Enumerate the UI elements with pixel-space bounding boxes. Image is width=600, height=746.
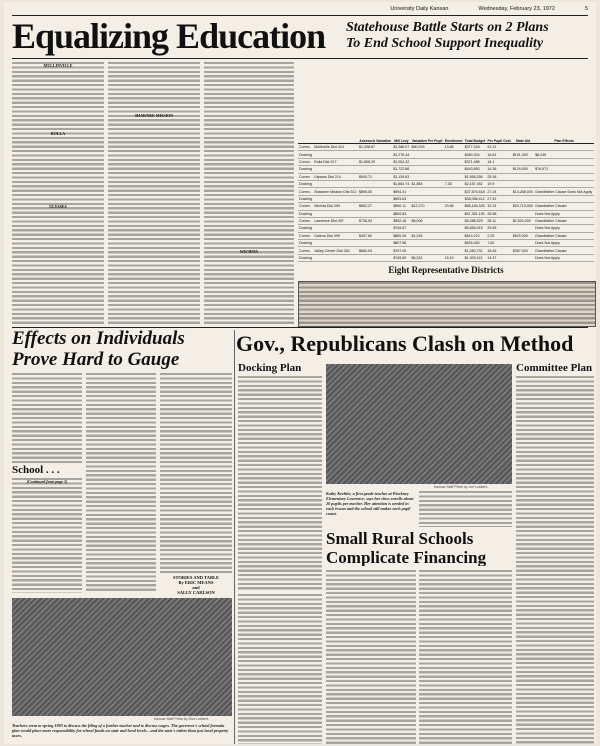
table-cell-district — [313, 210, 358, 217]
table-row — [298, 195, 594, 202]
table-cell-enr — [444, 210, 464, 217]
rural-headline-2: Complicate Financing — [326, 549, 487, 566]
docking-plan-headline: Docking Plan — [238, 363, 302, 374]
subhead-wichita: WICHITA — [239, 249, 259, 254]
table-cell-bud: $614,210 — [464, 232, 487, 239]
table-cell-type: Docking — [299, 226, 312, 231]
table-cell-val: $662,27 — [358, 203, 392, 210]
table-cell-val — [358, 195, 392, 202]
table-cell-district: Lawrence Dist 497 — [313, 217, 358, 224]
table-cell-enr — [444, 166, 464, 173]
table-row — [298, 180, 594, 187]
table-cell-val — [358, 240, 392, 247]
teachers-photo-caption: Teachers seem to spring 1983 to discuss the filing of a further teacher and to discuss wages. The governor's school formula plan would place more responsibility for school funds on state and local levels—and the state's rather than just local property taxes. — [12, 723, 229, 738]
table-row — [298, 203, 594, 210]
table-col-header: Plan Effects — [534, 113, 594, 144]
table-cell-eff: Does Not Apply — [534, 225, 594, 232]
table-cell-levy: $1,278.44 — [393, 152, 410, 157]
table-cell-val: $660,04 — [358, 247, 392, 254]
byline — [160, 575, 232, 595]
table-cell-eff — [534, 158, 594, 165]
gov-headline: Gov., Republicans Clash on Method — [236, 333, 574, 355]
table-cell-ppc: 16.81 — [486, 151, 511, 158]
table-cell-levy: $960.11 — [392, 203, 410, 210]
table-cell-district — [313, 240, 358, 247]
table-cell-val: $896,05 — [358, 188, 392, 195]
table-cell-eff: Grandfather Clause Does Not Apply — [535, 189, 593, 194]
table-cell-levy: $1,054.32 — [393, 159, 410, 164]
table-cell-aid — [512, 240, 534, 247]
table-row — [298, 217, 594, 224]
table-cell-aid — [512, 254, 534, 261]
effects-column-3 — [160, 373, 232, 573]
table-col-header: State Aid — [512, 113, 534, 144]
table-cell-bud: $2,187,452 — [464, 180, 487, 187]
table-cell-vpp: $1,884 — [411, 180, 444, 187]
table-cell-district — [313, 225, 358, 232]
table-cell-aid: $14,268,000 — [512, 189, 533, 194]
table-cell-ppc: 29.85 — [486, 225, 511, 232]
table-cell-type: Docking — [299, 196, 312, 201]
table-cell-bud: $1,309,113 — [464, 254, 487, 261]
table-cell-vpp: $6,331 — [411, 254, 444, 261]
school-headline: School . . . — [12, 465, 60, 476]
table-cell-ppc: 32.24 — [486, 203, 511, 210]
table-cell-eff: $8,245 — [534, 151, 594, 158]
story-column-1 — [12, 62, 104, 324]
table-cell-eff: Does Not Apply — [534, 210, 594, 217]
table-cell-vpp: $12,270 — [411, 203, 444, 210]
table-cell-aid — [512, 225, 534, 232]
table-row — [298, 232, 594, 239]
table-cell-aid — [512, 158, 534, 165]
table-cell-vpp: $90,093 — [411, 144, 444, 151]
table-cell-type: Comm. — [298, 247, 313, 254]
table-cell-val — [358, 254, 392, 261]
table-cell-enr — [444, 225, 464, 232]
table-col-header: Total Budget — [464, 113, 487, 144]
table-cell-enr: 20.86 — [444, 203, 464, 210]
table-cell-district: Shawnee Mission Dist 512 — [314, 189, 357, 194]
table-cell-district: Ulysses Dist 214 — [313, 173, 358, 180]
table-cell-type: Comm. — [298, 203, 313, 210]
table-cell-eff: Grandfather Clause — [534, 203, 594, 210]
rural-column-1 — [238, 594, 322, 744]
table-cell-eff: $76,571 — [534, 166, 594, 173]
table-cell-levy: $993.64 — [392, 195, 410, 202]
table-cell-enr — [444, 158, 464, 165]
table-cell-type: Docking — [299, 241, 312, 246]
table-cell-bud: $443,893 — [464, 166, 487, 173]
table-cell-type: Docking — [299, 182, 312, 187]
table-row — [298, 225, 594, 232]
table-cell-type: Comm. — [298, 188, 313, 195]
table-cell-bud: $67,351,190 — [464, 211, 485, 216]
table-col-header — [298, 113, 313, 144]
table-cell-ppc: 19.9 — [486, 180, 511, 187]
table-cell-aid: $101,000 — [512, 151, 534, 158]
deck-line-1: Statehouse Battle Starts on 2 Plans — [346, 20, 549, 35]
table-cell-val: $497,60 — [358, 232, 392, 239]
table-col-header: Valuation Per Pupil — [411, 113, 444, 144]
table-cell-levy: $745.65 — [392, 254, 410, 261]
table-header-row — [298, 113, 594, 144]
table-cell-ppc: 25.18 — [486, 173, 511, 180]
table-cell-district — [313, 195, 358, 202]
table-cell-bud: $1,958,256 — [464, 173, 487, 180]
table-cell-levy: $994.31 — [392, 188, 410, 195]
table-cell-type: Comm. — [298, 158, 313, 165]
classroom-photo-caption: Kathy Keehler, a first grade teacher at Pinckney Elementary Lawrence, says her class enrolls about 20 pupils per teacher. Her attention is needed in each lesson and the school still makes each pupil count. — [326, 491, 414, 516]
table-col-header: Per Pupil Cost — [486, 113, 511, 144]
effects-column-1 — [12, 373, 82, 463]
paper-name: University Daily Kansan — [390, 6, 449, 12]
table-cell-val: $1,308,67 — [358, 144, 392, 151]
table-cell-ppc: 26.98 — [486, 210, 511, 217]
effects-column-2 — [86, 373, 156, 593]
table-cell-ppc: 28.11 — [486, 217, 511, 224]
table-cell-district: Mullinville Dist 424 — [313, 144, 358, 151]
table-cell-aid — [512, 173, 534, 180]
table-cell-aid: $520,000 — [512, 232, 534, 239]
table-cell-ppc: 14.36 — [486, 166, 511, 173]
table-cell-eff: Grandfather Clause — [534, 247, 594, 254]
table-cell-levy: $745.67 — [392, 225, 410, 232]
table-cell-type: Docking — [299, 152, 312, 157]
table-cell-val — [358, 210, 392, 217]
teachers-photo-credit: Kansan Staff Photo by Dick Lubbers — [154, 717, 209, 721]
table-cell-enr — [444, 188, 464, 195]
table-cell-eff: Does Not Apply — [534, 240, 594, 247]
column-divider — [234, 330, 235, 744]
table-cell-aid — [512, 195, 534, 202]
table-cell-vpp — [411, 158, 444, 165]
committee-plan-headline: Committee Plan — [516, 363, 593, 374]
table-cell-ppc: 14.37 — [486, 254, 511, 261]
table-cell-levy: $1,684.74 — [393, 182, 410, 187]
gov-column-2 — [419, 491, 512, 527]
table-cell-val — [358, 180, 392, 187]
byline-line-2: By ERIC MEANS — [178, 580, 214, 585]
table-cell-district — [313, 166, 358, 173]
table-col-header: Enrollment — [444, 113, 464, 144]
table-cell-ppc: 2.25 — [486, 232, 511, 239]
table-col-header: Mill Levy — [392, 113, 410, 144]
main-headline: Equalizing Education — [12, 16, 326, 56]
headline-deck — [346, 20, 591, 52]
table-cell-bud: $38,056,412 — [464, 196, 485, 201]
table-cell-eff — [534, 144, 594, 151]
table-cell-bud: $460,334 — [464, 151, 487, 158]
table-cell-val — [358, 225, 392, 232]
table-cell-vpp — [411, 166, 444, 173]
table-cell-enr — [444, 195, 464, 202]
table-cell-enr: 13.86 — [444, 144, 464, 151]
table-cell-bud: $6,658,015 — [464, 225, 487, 232]
rural-column-3 — [419, 570, 512, 744]
classroom-photo — [326, 364, 512, 484]
table-row — [298, 210, 594, 217]
table-cell-vpp — [411, 225, 444, 232]
table-cell-enr — [444, 240, 464, 247]
districts-text-box — [298, 281, 596, 327]
teachers-photo — [12, 598, 232, 716]
table-cell-aid: $20,710,000 — [512, 204, 533, 209]
table-cell-type: Docking — [299, 256, 312, 261]
table-row — [298, 188, 594, 195]
byline-line-1: STORIES AND TABLE — [172, 575, 220, 580]
table-cell-aid — [512, 210, 534, 217]
table-cell-vpp — [411, 173, 444, 180]
table-row — [298, 151, 594, 158]
table-cell-vpp — [411, 210, 444, 217]
table-cell-val — [358, 166, 392, 173]
subhead-ulysses: ULYSSES — [49, 203, 67, 209]
section-rule — [12, 327, 588, 328]
page-header — [12, 6, 588, 16]
school-column — [12, 478, 82, 593]
table-cell-val: $736,53 — [358, 217, 392, 224]
table-cell-ppc: 27.24 — [486, 188, 511, 195]
table-cell-type: Comm. — [298, 173, 313, 180]
issue-date: Wednesday, February 23, 1972 — [478, 6, 555, 12]
table-cell-district — [313, 151, 358, 158]
deck-line-2: To End School Support Inequality — [346, 36, 544, 51]
table-cell-aid — [512, 180, 534, 187]
table-cell-district — [313, 180, 358, 187]
table-cell-vpp — [411, 195, 444, 202]
rural-headline-1: Small Rural Schools — [326, 530, 474, 547]
school-continued: (Continued from page 1) — [26, 479, 68, 484]
table-col-header: Assessed Valuation — [358, 113, 392, 144]
table-row — [298, 254, 594, 261]
table-cell-district: Galena Dist 499 — [313, 232, 358, 239]
byline-line-4: SALLY CARLSON — [177, 590, 215, 595]
table-cell-eff — [534, 173, 594, 180]
story-column-3 — [204, 62, 294, 324]
table-cell-levy: $797.05 — [392, 247, 410, 254]
table-cell-bud: $1,280,731 — [464, 247, 487, 254]
districts-box-title: Eight Representative Districts — [388, 265, 504, 275]
rural-column-2 — [326, 570, 416, 744]
table-cell-aid — [512, 144, 534, 151]
table-row — [298, 173, 594, 180]
table-cell-type: Comm. — [298, 144, 313, 151]
table-cell-levy: $869.83 — [392, 210, 410, 217]
table-cell-eff: Grandfather Clause — [534, 217, 594, 224]
headline-rule — [12, 58, 588, 59]
table-cell-vpp — [411, 240, 444, 247]
table-cell-type: Docking — [299, 211, 312, 216]
table-cell-levy: $1,139.63 — [393, 174, 410, 179]
table-cell-enr: 15.10 — [444, 254, 464, 261]
table-cell-ppc: 27.92 — [486, 195, 511, 202]
table-body — [298, 144, 594, 262]
table-cell-enr — [444, 173, 464, 180]
table-cell-ppc: 16.1 — [486, 158, 511, 165]
table-row — [298, 166, 594, 173]
table-cell-ppc: 91.31 — [486, 144, 511, 151]
committee-column — [516, 376, 594, 744]
newspaper-page — [4, 2, 596, 744]
effects-headline-1: Effects on Individuals — [12, 329, 185, 348]
table-cell-enr — [444, 151, 464, 158]
table-row — [298, 158, 594, 165]
table-cell-district: Wichita Dist 259 — [313, 203, 358, 210]
table-cell-val — [358, 151, 392, 158]
table-cell-levy: $1,386.07 — [393, 145, 410, 150]
table-cell-bud: $625,450 — [464, 240, 487, 247]
table-cell-levy: $952.16 — [392, 217, 410, 224]
table-row — [298, 144, 594, 151]
subhead-shawnee: SHAWNEE MISSION — [134, 113, 174, 118]
story-column-2 — [108, 62, 200, 324]
page-number: 5 — [584, 6, 588, 12]
table-cell-enr — [444, 232, 464, 239]
table-cell-eff: Grandfather Clause — [534, 232, 594, 239]
byline-line-3: and — [192, 585, 200, 590]
table-cell-vpp: $1,294 — [411, 232, 444, 239]
subhead-mullinville: MULLINVILLE — [43, 63, 73, 68]
table-cell-type: Comm. — [298, 217, 313, 224]
table-cell-levy: $1,722.86 — [393, 167, 410, 172]
table-cell-ppc: 16.45 — [486, 247, 511, 254]
table-cell-aid: $129,000 — [512, 166, 534, 173]
table-cell-bud: $8,288,929 — [464, 217, 487, 224]
school-finance-table — [298, 113, 594, 262]
table-cell-enr: 7.38 — [444, 180, 464, 187]
table-cell-district: Rolla Dist 217 — [313, 158, 358, 165]
table-cell-eff — [534, 195, 594, 202]
table-cell-val: $1,808,29 — [358, 158, 392, 165]
table-cell-aid: $387,000 — [512, 247, 534, 254]
table-row — [298, 247, 594, 254]
table-cell-bud: $371,485 — [464, 158, 487, 165]
effects-headline-2: Prove Hard to Gauge — [12, 350, 180, 369]
table-cell-levy: $889.26 — [392, 232, 410, 239]
table-cell-vpp — [411, 151, 444, 158]
table-cell-val: $940,71 — [358, 173, 392, 180]
table-cell-vpp — [411, 188, 444, 195]
table-cell-bud: $377,426 — [464, 144, 487, 151]
table-cell-bud: $37,876,618 — [464, 189, 485, 194]
table-cell-ppc: 7.82 — [486, 240, 511, 247]
table-cell-eff — [534, 180, 594, 187]
subhead-rolla: ROLLA — [50, 131, 66, 137]
table-row — [298, 240, 594, 247]
table-cell-district — [313, 254, 358, 261]
table-cell-type: Comm. — [298, 232, 313, 239]
table-cell-vpp: $8,006 — [411, 217, 444, 224]
table-cell-levy: $807.56 — [392, 240, 410, 247]
docking-column — [238, 376, 322, 591]
classroom-photo-credit: Kansan Staff Photo by Joe Lubbers — [434, 485, 488, 489]
table-cell-district: Valley Center Dist 262 — [313, 247, 358, 254]
table-cell-eff: Does Not Apply — [534, 254, 594, 261]
table-cell-vpp — [411, 247, 444, 254]
table-col-header — [313, 113, 358, 144]
table-cell-type: Docking — [299, 167, 312, 172]
table-cell-enr — [444, 217, 464, 224]
table-cell-enr — [444, 247, 464, 254]
table-cell-bud: $65,184,339 — [464, 204, 485, 209]
table-cell-aid: $2,520,000 — [512, 217, 534, 224]
